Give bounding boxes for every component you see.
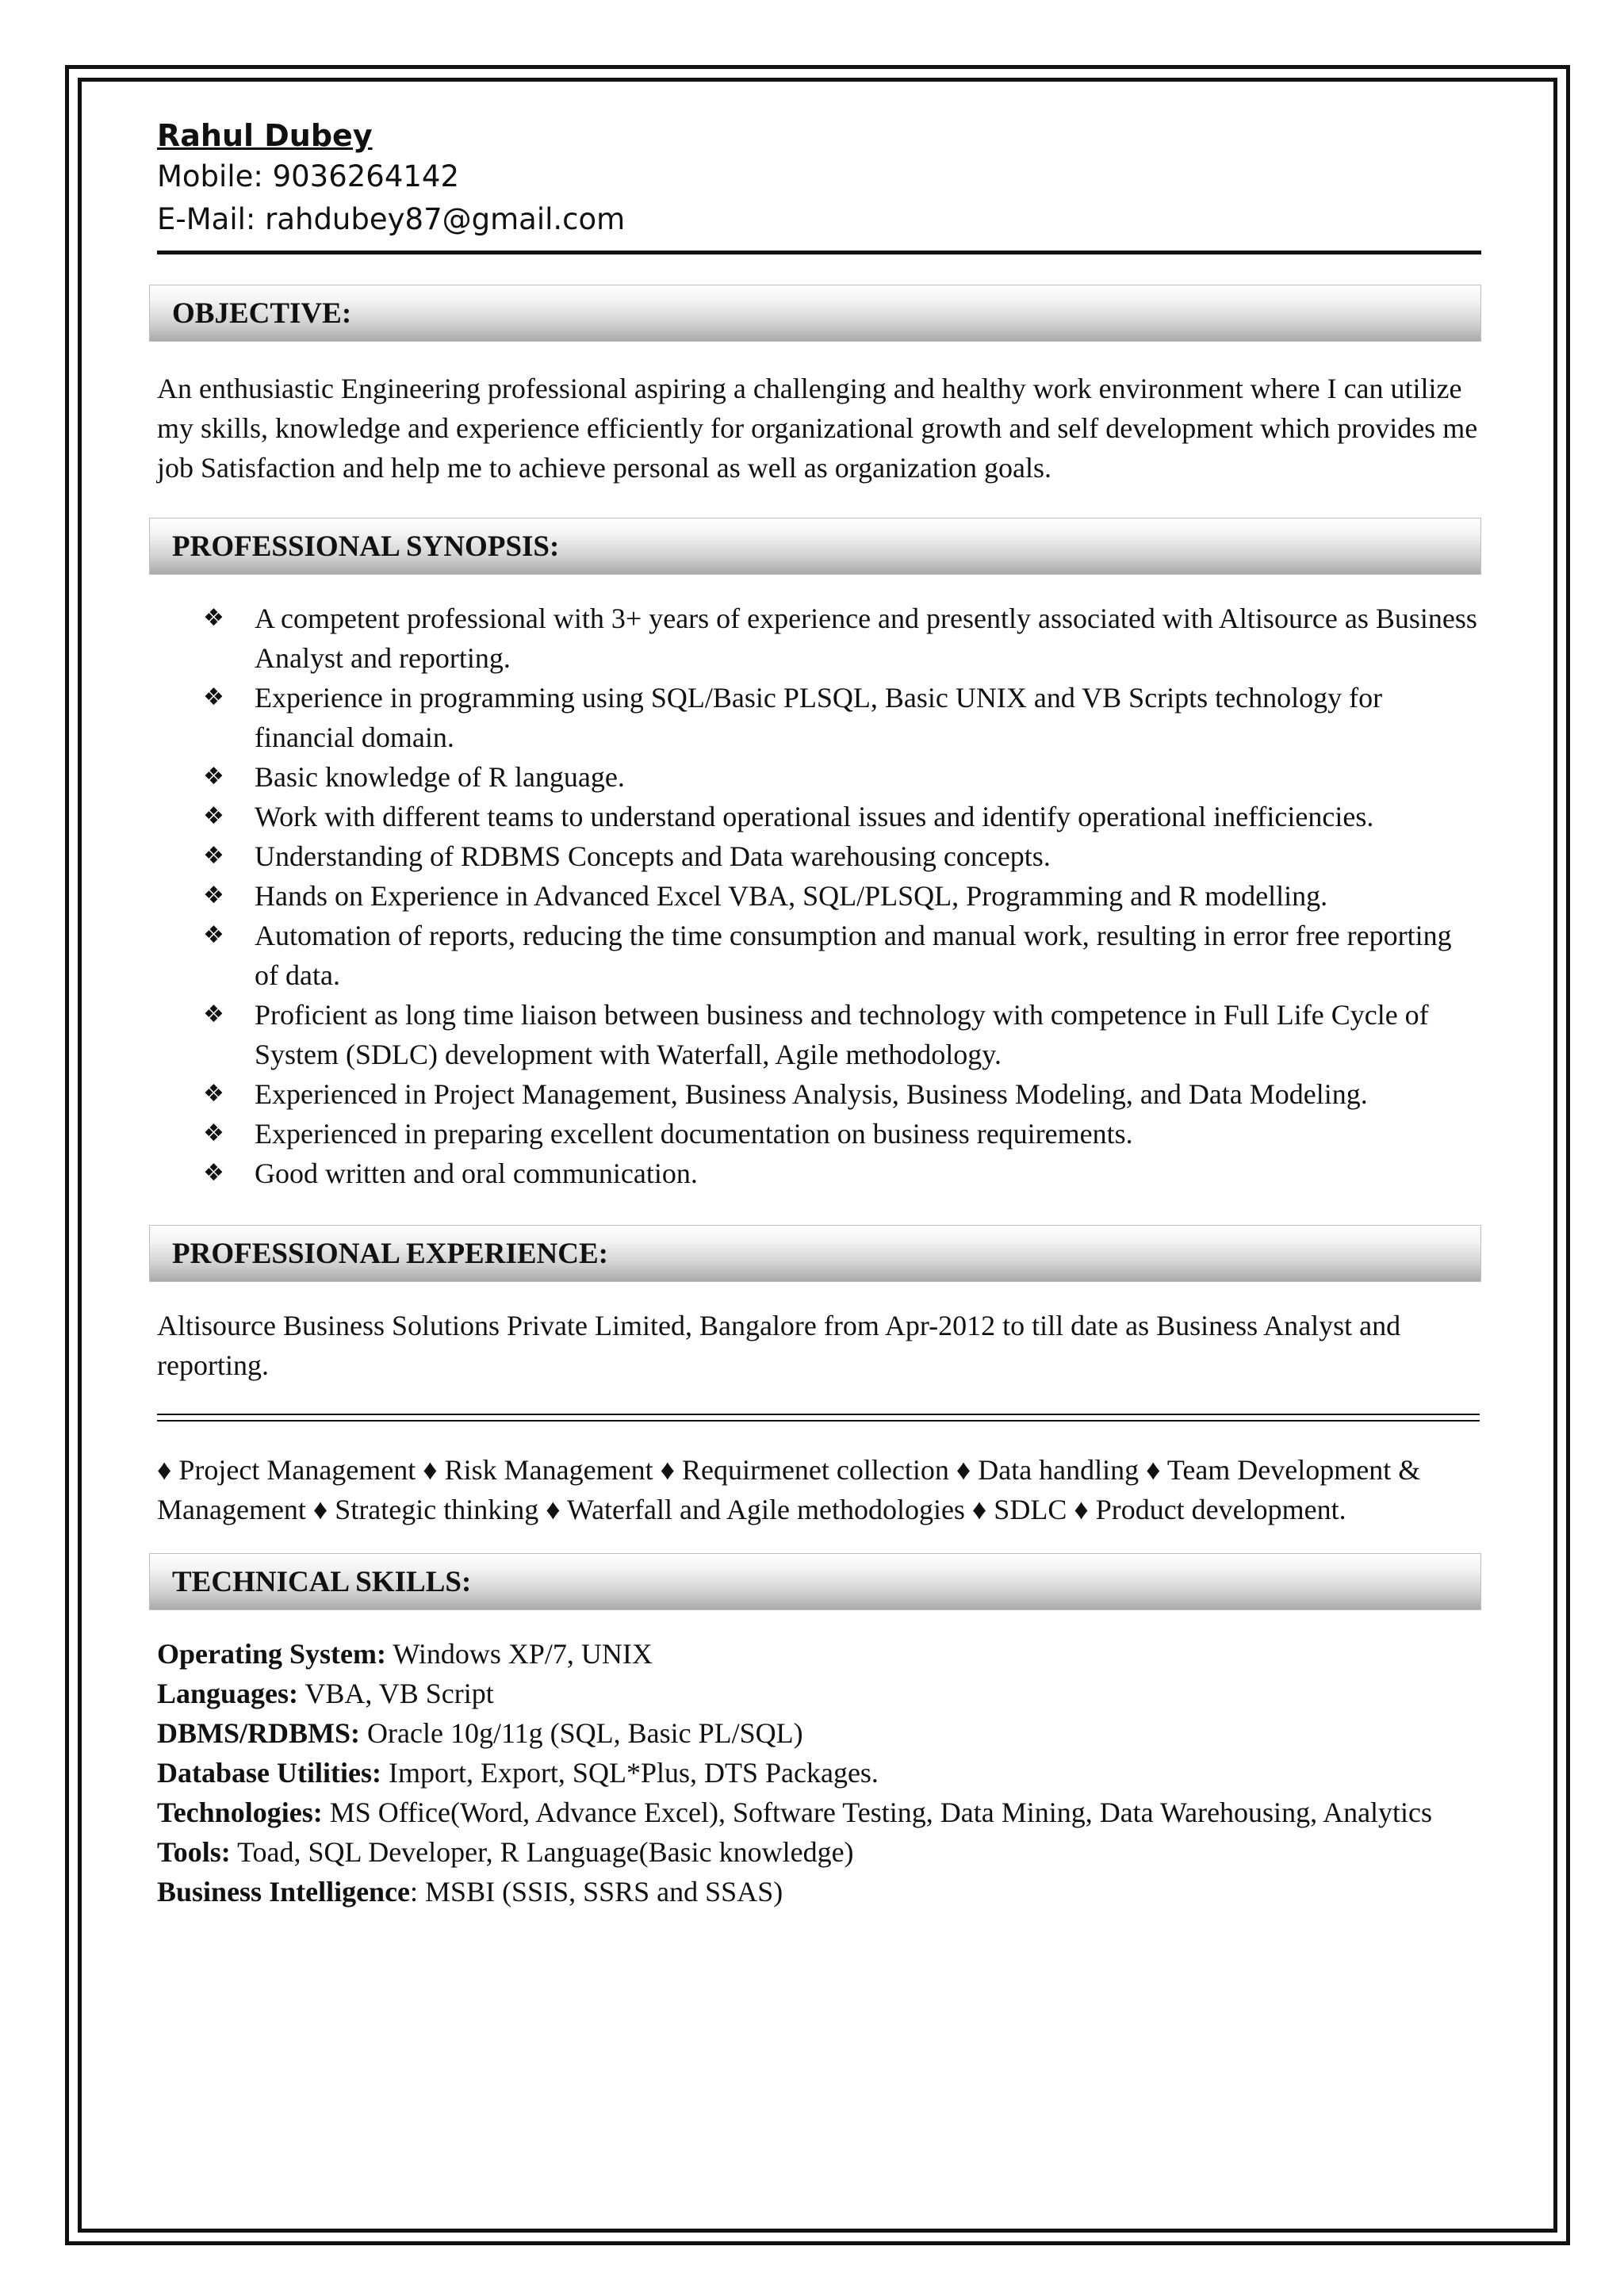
- synopsis-item-text: Hands on Experience in Advanced Excel VBA, SQL/PLSQL, Programming and R modelling.: [255, 880, 1328, 912]
- objective-text: An enthusiastic Engineering professional aspiring a challenging and healthy work environment where I can utilize my skills, knowledge and experience efficiently for organizational growth and self development which provides me job Satisfaction and help me to achieve personal as well as organization goals.: [157, 373, 1478, 484]
- synopsis-item: [157, 1154, 1480, 1193]
- skill-value: : MSBI (SSIS, SSRS and SSAS): [410, 1876, 783, 1908]
- synopsis-item-text: Automation of reports, reducing the time consumption and manual work, resulting in error free reporting of data.: [255, 920, 1452, 991]
- skill-line: [157, 1713, 1480, 1753]
- section-title: TECHNICAL SKILLS:: [172, 1566, 472, 1598]
- skill-value: Toad, SQL Developer, R Language(Basic knowledge): [230, 1836, 854, 1868]
- mobile-number: Mobile: 9036264142: [157, 159, 460, 193]
- resume-header: [157, 116, 1480, 254]
- diamond-bullet-icon: ❖: [203, 683, 224, 711]
- synopsis-item: [157, 797, 1480, 836]
- diamond-bullet-icon: ❖: [203, 882, 224, 909]
- skill-line: [157, 1753, 1480, 1793]
- section-header-experience: [149, 1225, 1481, 1282]
- synopsis-item: [157, 1114, 1480, 1154]
- section-title: PROFESSIONAL EXPERIENCE:: [172, 1238, 608, 1270]
- resume-content: [157, 116, 1480, 1911]
- skill-value: VBA, VB Script: [298, 1678, 494, 1709]
- skill-label: Operating System:: [157, 1638, 386, 1670]
- diamond-bullet-icon: ❖: [203, 802, 224, 830]
- synopsis-item-text: Proficient as long time liaison between business and technology with competence in Full Life Cycle of System (SDLC) development with Waterfall, Agile methodology.: [255, 999, 1429, 1070]
- skill-label: DBMS/RDBMS:: [157, 1717, 361, 1749]
- diamond-bullet-icon: ❖: [203, 921, 224, 949]
- synopsis-item-text: Work with different teams to understand operational issues and identify operational inefficiencies.: [255, 801, 1374, 832]
- synopsis-item-text: Good written and oral communication.: [255, 1158, 698, 1189]
- skill-value: Import, Export, SQL*Plus, DTS Packages.: [381, 1757, 879, 1789]
- skill-value: Oracle 10g/11g (SQL, Basic PL/SQL): [360, 1717, 803, 1749]
- section-header-synopsis: [149, 518, 1481, 575]
- skill-label: Business Intelligence: [157, 1876, 411, 1908]
- diamond-bullet-icon: ❖: [203, 604, 224, 632]
- synopsis-item-text: Basic knowledge of R language.: [255, 761, 625, 793]
- skill-line: [157, 1832, 1480, 1872]
- synopsis-item: [157, 678, 1480, 757]
- diamond-bullet-icon: ❖: [203, 1080, 224, 1108]
- skill-line: [157, 1872, 1480, 1911]
- skill-value: MS Office(Word, Advance Excel), Software Testing, Data Mining, Data Warehousing, Analytics: [322, 1797, 1433, 1828]
- diamond-bullet-icon: ❖: [203, 763, 224, 790]
- email-address: E-Mail: rahdubey87@gmail.com: [157, 202, 626, 236]
- skill-label: Technologies:: [157, 1797, 323, 1828]
- synopsis-item: [157, 876, 1480, 916]
- synopsis-item: [157, 995, 1480, 1074]
- skill-line: [157, 1674, 1480, 1713]
- section-header-objective: [149, 285, 1481, 342]
- competencies-text: ♦ Project Management ♦ Risk Management ♦ Requirmenet collection ♦ Data handling ♦ Team Development & Management ♦ Strategic thinking ♦ Waterfall and Agile methodologies ♦ SDLC ♦ Product development.: [157, 1454, 1421, 1525]
- skill-value: Windows XP/7, UNIX: [385, 1638, 653, 1670]
- section-header-technical: [149, 1553, 1481, 1610]
- experience-text: Altisource Business Solutions Private Limited, Bangalore from Apr-2012 to till date as Business Analyst and reporting.: [157, 1310, 1401, 1381]
- candidate-name: Rahul Dubey: [157, 118, 373, 153]
- diamond-bullet-icon: ❖: [203, 842, 224, 870]
- skill-label: Languages:: [157, 1678, 299, 1709]
- synopsis-item: [157, 599, 1480, 678]
- section-title: OBJECTIVE:: [172, 297, 352, 330]
- section-title: PROFESSIONAL SYNOPSIS:: [172, 530, 560, 563]
- synopsis-list: [157, 599, 1480, 1193]
- skill-line: [157, 1634, 1480, 1674]
- synopsis-item-text: Experienced in Project Management, Business Analysis, Business Modeling, and Data Modeling.: [255, 1078, 1368, 1110]
- section-divider: [157, 1414, 1480, 1422]
- synopsis-item: [157, 1074, 1480, 1114]
- synopsis-item: [157, 916, 1480, 995]
- skill-label: Tools:: [157, 1836, 231, 1868]
- synopsis-item: [157, 757, 1480, 797]
- diamond-bullet-icon: ❖: [203, 1119, 224, 1147]
- skill-line: [157, 1793, 1480, 1832]
- diamond-bullet-icon: ❖: [203, 1001, 224, 1028]
- technical-skills-list: [157, 1634, 1480, 1911]
- synopsis-item: [157, 836, 1480, 876]
- skill-label: Database Utilities:: [157, 1757, 381, 1789]
- diamond-bullet-icon: ❖: [203, 1159, 224, 1187]
- synopsis-item-text: A competent professional with 3+ years of experience and presently associated with Altisource as Business Analyst and reporting.: [255, 603, 1477, 674]
- synopsis-item-text: Experience in programming using SQL/Basic PLSQL, Basic UNIX and VB Scripts technology for financial domain.: [255, 682, 1383, 753]
- synopsis-item-text: Understanding of RDBMS Concepts and Data warehousing concepts.: [255, 840, 1051, 872]
- synopsis-item-text: Experienced in preparing excellent documentation on business requirements.: [255, 1118, 1133, 1150]
